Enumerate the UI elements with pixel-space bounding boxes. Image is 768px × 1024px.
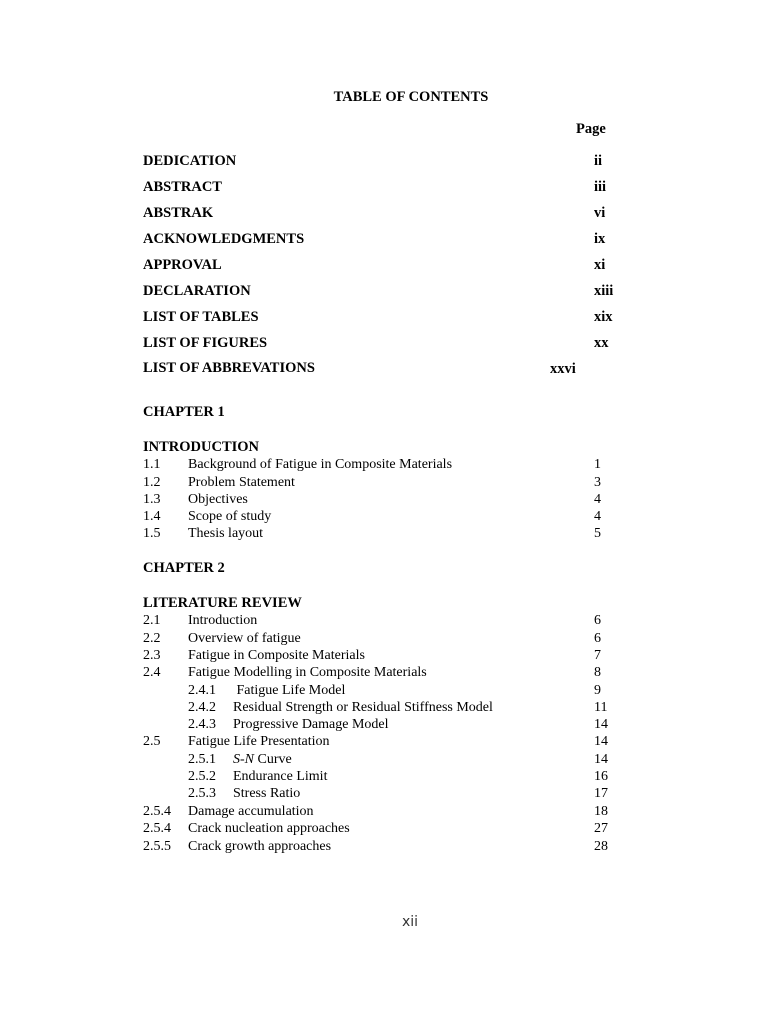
toc-item-dedication: DEDICATION <box>143 153 237 169</box>
section-number: 1.5 <box>143 526 161 541</box>
toc-page-dedication: ii <box>594 153 603 169</box>
toc-page-abstract: iii <box>594 179 607 195</box>
section-page: 5 <box>594 526 601 541</box>
subsection-title: Endurance Limit <box>233 769 328 784</box>
toc-item-list-of-abbrevations: LIST OF ABBREVATIONS <box>143 360 315 376</box>
section-number: 2.5.4 <box>143 804 171 819</box>
toc-page-approval: xi <box>594 257 606 273</box>
toc-entry <box>0 803 768 820</box>
subsection-page: 9 <box>594 683 601 698</box>
section-number: 2.4 <box>143 665 161 680</box>
section-title: Crack nucleation approaches <box>188 821 350 836</box>
chapter-label: CHAPTER 1 <box>143 404 225 420</box>
section-number: 2.3 <box>143 648 161 663</box>
section-title: Objectives <box>188 492 248 507</box>
section-title: Fatigue Modelling in Composite Materials <box>188 665 427 680</box>
section-number: 2.1 <box>143 613 161 628</box>
chapter-label: CHAPTER 2 <box>143 560 225 576</box>
section-title: Damage accumulation <box>188 804 314 819</box>
section-title: Overview of fatigue <box>188 631 301 646</box>
subsection-page: 14 <box>594 717 608 732</box>
toc-subentry <box>0 785 768 802</box>
subsection-title: Fatigue Life Model <box>233 683 346 698</box>
toc-item-abstrak: ABSTRAK <box>143 205 214 221</box>
footer-page-number: xii <box>401 914 419 930</box>
toc-entry <box>0 647 768 664</box>
section-page: 7 <box>594 648 601 663</box>
chapter-heading: LITERATURE REVIEW <box>143 595 302 611</box>
section-number: 1.4 <box>143 509 161 524</box>
toc-entry <box>0 733 768 750</box>
section-title: Crack growth approaches <box>188 839 332 854</box>
toc-entry <box>0 664 768 681</box>
section-page: 8 <box>594 665 601 680</box>
toc-item-declaration: DECLARATION <box>143 283 251 299</box>
section-number: 1.3 <box>143 492 161 507</box>
toc-item-abstract: ABSTRACT <box>143 179 222 195</box>
subsection-number: 2.5.1 <box>188 752 216 767</box>
toc-entry <box>0 474 768 491</box>
toc-title: TABLE OF CONTENTS <box>333 89 489 105</box>
toc-entry <box>0 630 768 647</box>
section-title: Fatigue Life Presentation <box>188 734 330 749</box>
section-page: 18 <box>594 804 608 819</box>
section-title: Introduction <box>188 613 258 628</box>
section-page: 27 <box>594 821 608 836</box>
section-page: 3 <box>594 475 601 490</box>
subsection-number: 2.4.2 <box>188 700 216 715</box>
toc-page-abstrak: vi <box>594 205 606 221</box>
toc-subentry <box>0 716 768 733</box>
section-title: Fatigue in Composite Materials <box>188 648 365 663</box>
subsection-page: 14 <box>594 752 608 767</box>
toc-entry <box>0 508 768 525</box>
toc-entry <box>0 491 768 508</box>
toc-item-approval: APPROVAL <box>143 257 222 273</box>
toc-page-list-of-figures: xx <box>594 335 609 351</box>
toc-entry <box>0 820 768 837</box>
toc-subentry <box>0 682 768 699</box>
section-page: 6 <box>594 631 601 646</box>
chapter-heading: INTRODUCTION <box>143 439 260 455</box>
section-title: Scope of study <box>188 509 272 524</box>
section-number: 2.5.5 <box>143 839 171 854</box>
subsection-number: 2.4.1 <box>188 683 216 698</box>
toc-page-declaration: xiii <box>594 283 614 299</box>
section-page: 6 <box>594 613 601 628</box>
subsection-number: 2.5.3 <box>188 786 216 801</box>
section-number: 1.1 <box>143 457 161 472</box>
section-number: 2.2 <box>143 631 161 646</box>
section-page: 28 <box>594 839 608 854</box>
section-title: Background of Fatigue in Composite Materials <box>188 457 453 472</box>
subsection-page: 11 <box>594 700 608 715</box>
subsection-page: 17 <box>594 786 608 801</box>
subsection-number: 2.4.3 <box>188 717 216 732</box>
toc-entry <box>0 838 768 855</box>
section-title: Thesis layout <box>188 526 264 541</box>
toc-page-acknowledgments: ix <box>594 231 606 247</box>
toc-entry <box>0 525 768 542</box>
section-number: 2.5 <box>143 734 161 749</box>
section-title: Problem Statement <box>188 475 295 490</box>
subsection-title-rest: Curve <box>254 752 292 767</box>
subsection-title <box>233 751 292 768</box>
toc-page-list-of-tables: xix <box>594 309 613 325</box>
toc-item-acknowledgments: ACKNOWLEDGMENTS <box>143 231 305 247</box>
toc-subentry <box>0 699 768 716</box>
subsection-title: Stress Ratio <box>233 786 301 801</box>
toc-subentry <box>0 751 768 768</box>
toc-entry <box>0 612 768 629</box>
toc-item-list-of-figures: LIST OF FIGURES <box>143 335 268 351</box>
toc-page-list-of-abbrevations: xxvi <box>550 361 576 377</box>
section-number: 1.2 <box>143 475 161 490</box>
section-page: 4 <box>594 509 601 524</box>
subsection-page: 16 <box>594 769 608 784</box>
subsection-title-italic: S-N <box>233 752 254 767</box>
subsection-title: Residual Strength or Residual Stiffness Model <box>233 700 493 715</box>
toc-item-list-of-tables: LIST OF TABLES <box>143 309 259 325</box>
toc-entry <box>0 456 768 473</box>
section-page: 1 <box>594 457 601 472</box>
section-page: 4 <box>594 492 601 507</box>
subsection-number: 2.5.2 <box>188 769 216 784</box>
toc-subentry <box>0 768 768 785</box>
subsection-title: Progressive Damage Model <box>233 717 389 732</box>
section-page: 14 <box>594 734 608 749</box>
page-column-header: Page <box>576 121 606 137</box>
section-number: 2.5.4 <box>143 821 171 836</box>
